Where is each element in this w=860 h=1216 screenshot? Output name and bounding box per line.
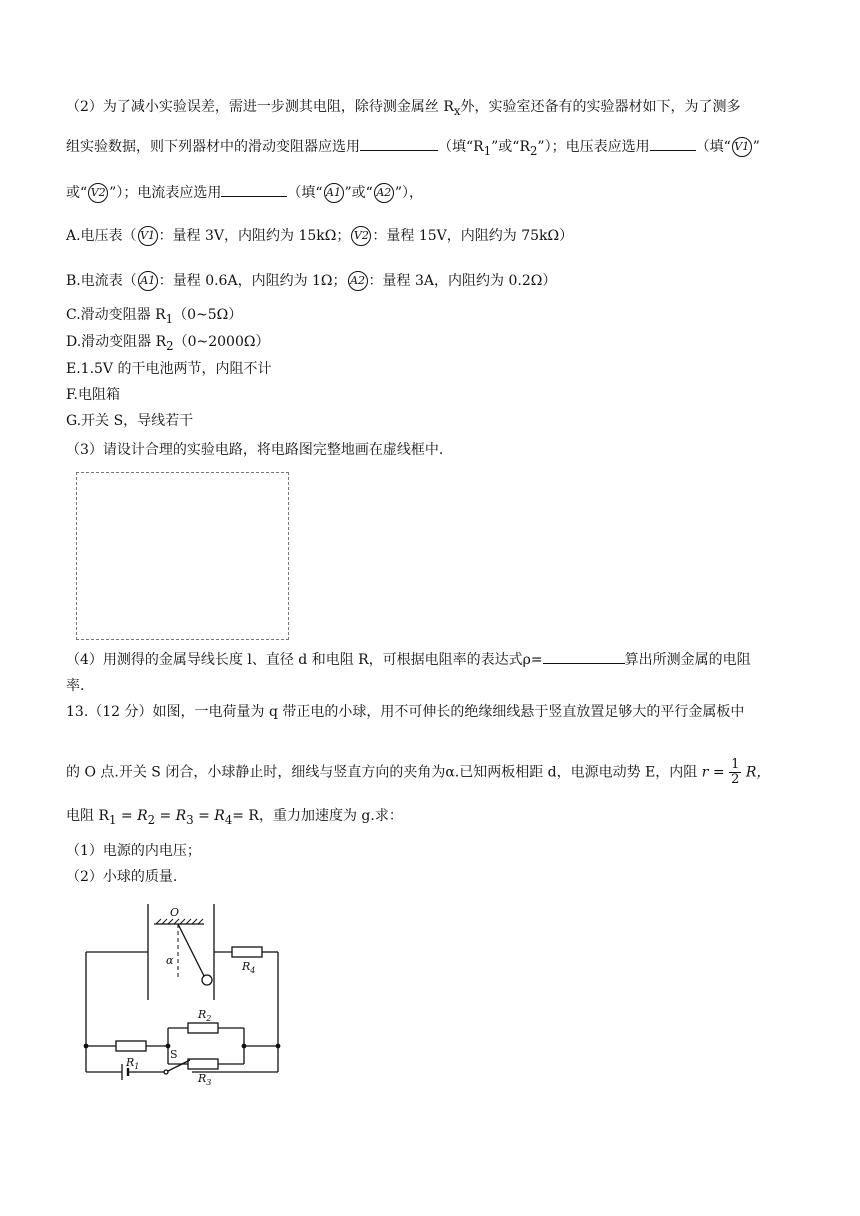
resistor-r2 [188,1023,218,1033]
ball [202,975,212,985]
option-c-text: C.滑动变阻器 R [66,307,166,323]
q4-line2: 率. [66,678,85,694]
q2-line1-text: （2）为了减小实验误差，需进一步测其电阻，除待测金属丝 R [66,99,454,115]
rx-subscript: x [453,103,461,118]
label-r4: $R_4$ [242,960,256,975]
voltmeter-v2-icon: V2 [88,183,108,203]
q13-line3: 电阻 $R_1 = R_2 = R_3 = R_4= R$，重力加速度为 g.求： [66,808,403,827]
fraction-denominator: 2 [731,772,740,787]
label-r3: $R_3$ [198,1072,212,1087]
fraction-one-half [729,758,741,787]
ammeter-a1-icon: A1 [138,271,158,291]
q2-line3e: ”）， [394,185,424,201]
option-d [66,332,269,356]
q2-line2c: ”或“R [491,139,530,155]
option-g: G.开关 S，导线若干 [66,413,194,429]
circuit-diagram [66,900,306,1090]
q13-ask2: （2）小球的质量. [66,869,178,885]
label-s: S [170,1048,178,1061]
option-e: E.1.5V 的干电池两节，内阻不计 [66,361,272,377]
thread [178,924,204,976]
q2-line2-text: 组实验数据，则下列器材中的滑动变阻器应选用 [66,139,360,155]
junction-mid-right [242,1044,247,1049]
sub-1: 1 [109,812,117,827]
resistor-r4 [232,947,262,957]
q2-line3a: 或“ [66,185,88,201]
junction-left [84,1044,89,1049]
ammeter-a2-icon: A2 [348,271,368,291]
option-a [66,226,573,246]
q2-line2 [66,136,760,161]
sub-3: 3 [186,812,194,827]
sub-4: 4 [224,812,233,827]
q13-line2a: 的 O 点.开关 S 闭合，小球静止时，细线与竖直方向的夹角为α.已知两板相距 d，电源电动势 E，内阻 [66,764,698,781]
option-c-sub: 1 [165,311,174,326]
option-a-pre: A.电压表（ [66,228,137,244]
ammeter-a2-icon: A2 [374,183,394,203]
voltmeter-v2-icon: V2 [351,226,371,246]
option-a-mid: ：量程 3V，内阻约为 15kΩ； [158,228,351,244]
ceiling-hatch [156,919,203,924]
option-a-end: ：量程 15V，内阻约为 75kΩ） [372,228,574,244]
q2-line1 [66,97,740,121]
r2-sub: 2 [529,143,538,158]
resistivity-answer-blank[interactable] [543,649,625,664]
sub-2: 2 [147,812,156,827]
q13-line1: 13.（12 分）如图，一电荷量为 q 带正电的小球，用不可伸长的绝缘细线悬于竖直放置足够大的平行金属板中 [66,704,745,720]
switch-pivot [164,1070,168,1074]
q2-line2b: （填“R [438,139,484,155]
formula-r: r = [701,764,725,781]
formula-R: R， [745,764,771,781]
switch-blade [168,1060,190,1071]
option-f: F.电阻箱 [66,387,120,403]
voltmeter-v1-icon: V1 [138,226,158,246]
q13-line3a: 电阻 R [66,808,109,824]
option-b-pre: B.电流表（ [66,273,137,289]
junction-right [276,1044,281,1049]
q13-line2 [66,758,770,787]
label-alpha: α [166,954,174,967]
q4-line1 [66,649,751,670]
q2-line2f: ” [752,139,760,155]
option-b-end: ：量程 3A，内阻约为 0.2Ω） [368,273,557,289]
voltmeter-answer-blank[interactable] [650,136,696,151]
q4-line1a: （4）用测得的金属导线长度 l、直径 d 和电阻 R，可根据电阻率的表达式ρ= [66,652,543,668]
option-b-mid: ：量程 0.6A，内阻约为 1Ω； [158,273,347,289]
option-b [66,271,556,291]
option-c-tail: （0~5Ω） [173,307,243,323]
q2-line2d: ”）；电压表应选用 [537,139,650,155]
option-c [66,305,242,329]
q3-text: （3）请设计合理的实验电路，将电路图完整地画在虚线框中. [66,442,444,458]
q2-line2e: （填“ [695,139,731,155]
label-r2: $R_2$ [198,1008,212,1023]
q2-line3b: ”）；电流表应选用 [109,185,222,201]
label-o: O [170,906,180,919]
fraction-numerator: 1 [731,757,740,772]
ammeter-a1-icon: A1 [324,183,344,203]
label-r1: $R_1$ [126,1056,140,1071]
r1-sub: 1 [483,143,492,158]
q2-line3 [66,182,423,203]
q13-ask1: （1）电源的内电压； [66,843,201,859]
resistor-r3 [188,1059,218,1069]
resistor-r1 [116,1041,146,1051]
circuit-drawing-box[interactable] [76,472,289,640]
voltmeter-v1-icon: V1 [732,137,752,157]
option-d-text: D.滑动变阻器 R [66,334,167,350]
option-d-sub: 2 [166,338,174,353]
q13-line3-tail: = R，重力加速度为 g.求： [232,808,403,824]
ammeter-answer-blank[interactable] [221,182,287,197]
option-d-tail: （0~2000Ω） [173,334,270,350]
q2-line3c: （填“ [287,185,323,201]
rheostat-answer-blank[interactable] [360,136,438,151]
q2-line3d: ”或“ [344,185,373,201]
q2-line1-tail: 外，实验室还备有的实验器材如下，为了测多 [460,99,741,115]
q4-line1b: 算出所测金属的电阻 [624,652,751,668]
